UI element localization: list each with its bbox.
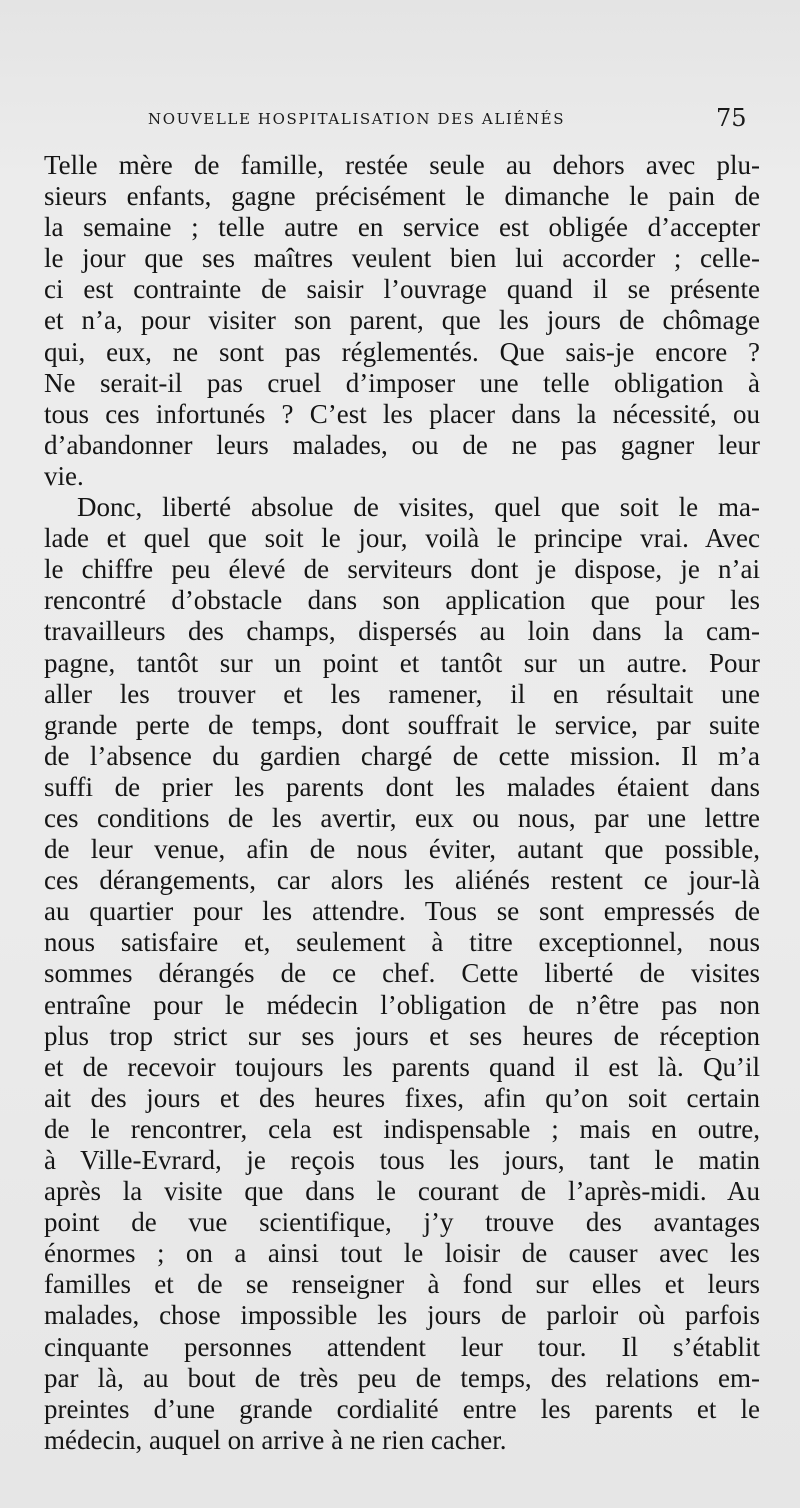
text-line: travailleurs des champs, dispersés au loin dans la cam- <box>44 616 760 647</box>
text-line: vie. <box>44 460 84 491</box>
page-number: 75 <box>716 104 747 132</box>
text-line: la semaine ; telle autre en service est obligée d’accepter <box>44 212 760 243</box>
text-line: ci est contrainte de saisir l’ouvrage quand il se présente <box>44 274 760 305</box>
text-line: suffi de prier les parents dont les malades étaient dans <box>44 771 760 802</box>
text-line: de l’absence du gardien chargé de cette mission. Il m’a <box>44 740 760 771</box>
text-line: de le rencontrer, cela est indispensable ; mais en outre, <box>44 1113 760 1144</box>
text-line: tous ces infortunés ? C’est les placer dans la nécessité, ou <box>44 398 760 429</box>
text-line: et n’a, pour visiter son parent, que les jours de chômage <box>44 305 760 336</box>
text-line: lade et quel que soit le jour, voilà le principe vrai. Avec <box>44 523 760 554</box>
text-line: grande perte de temps, dont souffrait le service, par suite <box>44 709 760 740</box>
text-line: pagne, tantôt sur un point et tantôt sur un autre. Pour <box>44 647 760 678</box>
text-line: malades, chose impossible les jours de parloir où parfois <box>44 1300 760 1331</box>
text-line: ces conditions de les avertir, eux ou nous, par une lettre <box>44 802 760 833</box>
text-line: le chiffre peu élevé de serviteurs dont je dispose, je n’ai <box>44 554 760 585</box>
text-line: ces dérangements, car alors les aliénés restent ce jour-là <box>44 865 760 896</box>
text-line: nous satisfaire et, seulement à titre exceptionnel, nous <box>44 927 760 958</box>
text-line: de leur venue, afin de nous éviter, autant que possible, <box>44 834 760 865</box>
text-line: sommes dérangés de ce chef. Cette liberté de visites <box>44 958 760 989</box>
text-line: qui, eux, ne sont pas réglementés. Que sais-je encore ? <box>44 336 760 367</box>
text-line: cinquante personnes attendent leur tour. Il s’établit <box>44 1331 760 1362</box>
text-line: médecin, auquel on arrive à ne rien cacher. <box>44 1424 507 1455</box>
text-line: point de vue scientifique, j’y trouve des avantages <box>44 1207 760 1238</box>
text-line: familles et de se renseigner à fond sur elles et leurs <box>44 1269 760 1300</box>
text-line: ait des jours et des heures fixes, afin qu’on soit certain <box>44 1082 760 1113</box>
text-line: après la visite que dans le courant de l’après-midi. Au <box>44 1176 760 1207</box>
text-line: au quartier pour les attendre. Tous se sont empressés de <box>44 896 760 927</box>
text-line: Ne serait-il pas cruel d’imposer une telle obligation à <box>44 367 760 398</box>
text-line: et de recevoir toujours les parents quand il est là. Qu’il <box>44 1051 760 1082</box>
text-line: à Ville-Evrard, je reçois tous les jours, tant le matin <box>44 1145 760 1175</box>
text-line: aller les trouver et les ramener, il en résultait une <box>44 678 760 709</box>
text-line: rencontré d’obstacle dans son application que pour les <box>44 585 760 616</box>
running-title: NOUVELLE HOSPITALISATION DES ALIÉNÉS <box>148 110 566 128</box>
text-line: Telle mère de famille, restée seule au dehors avec plu- <box>44 150 760 180</box>
text-line: énormes ; on a ainsi tout le loisir de causer avec les <box>44 1238 760 1269</box>
text-line: Donc, liberté absolue de visites, quel que soit le ma- <box>77 492 760 523</box>
text-line: entraîne pour le médecin l’obligation de n’être pas non <box>44 989 760 1020</box>
text-line: preintes d’une grande cordialité entre les parents et le <box>44 1393 760 1424</box>
text-line: d’abandonner leurs malades, ou de ne pas gagner leur <box>44 429 760 460</box>
text-line: le jour que ses maîtres veulent bien lui accorder ; celle- <box>44 243 760 274</box>
text-line: plus trop strict sur ses jours et ses heures de réception <box>44 1020 760 1051</box>
body-text <box>44 150 760 1456</box>
text-line: par là, au bout de très peu de temps, des relations em- <box>44 1362 760 1393</box>
text-line: sieurs enfants, gagne précisément le dimanche le pain de <box>44 181 760 212</box>
